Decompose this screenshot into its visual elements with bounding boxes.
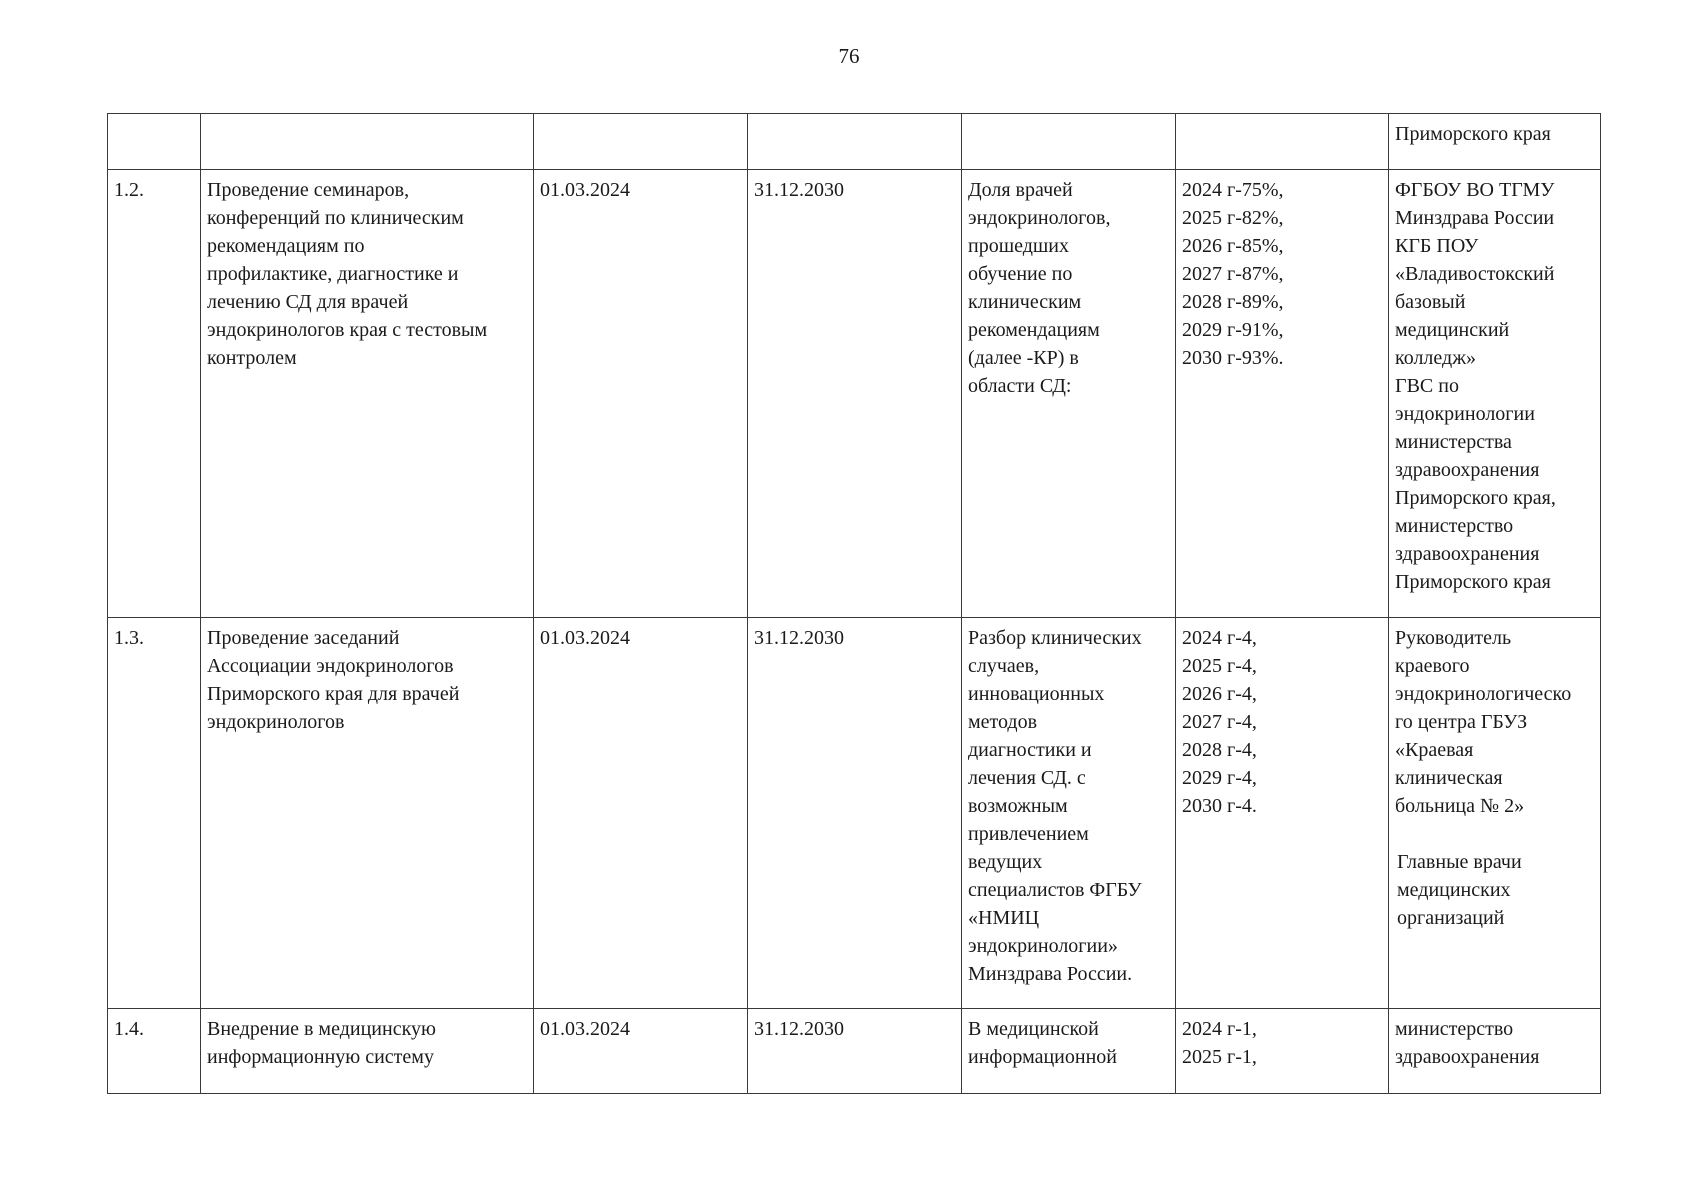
- cell-text-line: колледж»: [1395, 347, 1477, 369]
- cell-text: 1.4.: [114, 1018, 144, 1040]
- cell-text-line: Проведение заседаний: [207, 627, 400, 649]
- target-values-cell: [1176, 170, 1389, 618]
- cell-text-line: Минздрава России.: [968, 963, 1133, 985]
- cell-text-line: 2028 г-4,: [1182, 739, 1257, 761]
- cell-text-line: медицинских: [1397, 879, 1511, 901]
- cell-text: 31.12.2030: [754, 1018, 844, 1040]
- cell-text-line: министерство: [1395, 1018, 1514, 1040]
- cell-text-line: 2028 г-89%,: [1182, 291, 1284, 313]
- cell-text-line: «Владивостокский: [1395, 263, 1555, 285]
- end-date-cell: [748, 170, 962, 618]
- target-values-cell: [1176, 618, 1389, 1009]
- item-number-cell: [108, 1009, 201, 1094]
- cell-text-line: Приморского края для врачей: [207, 683, 460, 705]
- cell-text-line: 2027 г-87%,: [1182, 263, 1284, 285]
- cell-text-line: Приморского края,: [1395, 487, 1556, 509]
- cell-text: 1.2.: [114, 179, 144, 201]
- cell-text: 01.03.2024: [540, 179, 630, 201]
- cell-text-line: профилактике, диагностике и: [207, 263, 459, 285]
- cell-text-line: прошедших: [968, 235, 1069, 257]
- target-values-cell: [1176, 1009, 1389, 1094]
- cell-text-line: медицинский: [1395, 319, 1510, 341]
- cell-text-line: ведущих: [968, 851, 1043, 873]
- cell-text-line: «Краевая: [1395, 739, 1474, 761]
- cell-text-line: специалистов ФГБУ: [968, 879, 1142, 901]
- cell-text-line: 2025 г-4,: [1182, 655, 1257, 677]
- event-cell: [201, 618, 534, 1009]
- cell-text-line: Приморского края: [1395, 571, 1551, 593]
- indicator-cell: [962, 1009, 1176, 1094]
- item-number-cell: [108, 170, 201, 618]
- cell-text-line: информационную систему: [207, 1046, 434, 1068]
- cell-text-line: 2024 г-75%,: [1182, 179, 1284, 201]
- cell-text-line: министерства: [1395, 431, 1512, 453]
- cell-text-line: клиническим: [968, 291, 1082, 313]
- start-date-cell: [534, 618, 748, 1009]
- indicator-cell: [962, 618, 1176, 1009]
- cell-text-line: эндокринологии»: [968, 935, 1118, 957]
- cell-text-line: 2025 г-82%,: [1182, 207, 1284, 229]
- cell-text-line: базовый: [1395, 291, 1466, 313]
- cell-text-line: эндокринологическо: [1395, 683, 1572, 705]
- cell-text: 01.03.2024: [540, 627, 630, 649]
- cell-text-line: В медицинской: [968, 1018, 1099, 1040]
- cell-text-line: организаций: [1397, 907, 1505, 929]
- cell-text-line: обучение по: [968, 263, 1073, 285]
- cell-text-line: министерство: [1395, 515, 1514, 537]
- cell-text-line: 2026 г-4,: [1182, 683, 1257, 705]
- indicator-cell: [962, 114, 1176, 170]
- cell-text-line: рекомендациям по: [207, 235, 365, 257]
- paragraph-gap: [1395, 820, 1594, 848]
- cell-text-line: 2024 г-4,: [1182, 627, 1257, 649]
- cell-text-line: ГВС по: [1395, 375, 1459, 397]
- cell-text-line: КГБ ПОУ: [1395, 235, 1479, 257]
- start-date-cell: [534, 170, 748, 618]
- cell-text-line: Доля врачей: [968, 179, 1073, 201]
- plan-table: [107, 113, 1601, 1094]
- responsible-cell: [1389, 114, 1601, 170]
- cell-text-line: Главные врачи: [1397, 851, 1522, 873]
- cell-text: 31.12.2030: [754, 179, 844, 201]
- cell-text-line: Ассоциации эндокринологов: [207, 655, 454, 677]
- cell-text-line: 2025 г-1,: [1182, 1046, 1257, 1068]
- cell-text-line: привлечением: [968, 823, 1089, 845]
- cell-text-line: (далее -КР) в: [968, 347, 1079, 369]
- cell-text-line: конференций по клиническим: [207, 207, 464, 229]
- cell-text-line: здравоохранения: [1395, 543, 1540, 565]
- plan-table-body: [108, 114, 1601, 1094]
- cell-text-line: эндокринологов края с тестовым: [207, 319, 488, 341]
- cell-text-line: го центра ГБУЗ: [1395, 711, 1528, 733]
- end-date-cell: [748, 618, 962, 1009]
- cell-text-line: 2026 г-85%,: [1182, 235, 1284, 257]
- cell-text-line: Внедрение в медицинскую: [207, 1018, 436, 1040]
- cell-text-line: эндокринологов: [207, 711, 345, 733]
- cell-text-line: Руководитель: [1395, 627, 1512, 649]
- cell-text-line: диагностики и: [968, 739, 1092, 761]
- cell-text-line: 2030 г-93%.: [1182, 347, 1284, 369]
- cell-text-line: области СД:: [968, 375, 1072, 397]
- event-cell: [201, 1009, 534, 1094]
- target-values-cell: [1176, 114, 1389, 170]
- responsible-cell: [1389, 170, 1601, 618]
- cell-text: 1.3.: [114, 627, 144, 649]
- start-date-cell: [534, 114, 748, 170]
- cell-text-line: ФГБОУ ВО ТГМУ: [1395, 179, 1555, 201]
- cell-text-line: случаев,: [968, 655, 1040, 677]
- cell-text-line: 2029 г-91%,: [1182, 319, 1284, 341]
- responsible-cell: [1389, 618, 1601, 1009]
- item-number-cell: [108, 114, 201, 170]
- cell-text-line: здравоохранения: [1395, 459, 1540, 481]
- cell-text-line: лечения СД. с: [968, 767, 1086, 789]
- cell-text-line: больница № 2»: [1395, 795, 1525, 817]
- cell-text-line: Разбор клинических: [968, 627, 1142, 649]
- cell-text-line: лечению СД для врачей: [207, 291, 409, 313]
- cell-text-line: клиническая: [1395, 767, 1503, 789]
- cell-text-line: «НМИЦ: [968, 907, 1040, 929]
- cell-text: 01.03.2024: [540, 1018, 630, 1040]
- start-date-cell: [534, 1009, 748, 1094]
- cell-text-line: Проведение семинаров,: [207, 179, 410, 201]
- cell-text-line: эндокринологии: [1395, 403, 1535, 425]
- cell-text-line: инновационных: [968, 683, 1105, 705]
- cell-text-line: Приморского края: [1395, 123, 1551, 145]
- cell-text-line: возможным: [968, 795, 1068, 817]
- event-cell: [201, 114, 534, 170]
- cell-text-line: 2029 г-4,: [1182, 767, 1257, 789]
- table-row: [108, 1009, 1601, 1094]
- page-number: 76: [838, 44, 860, 68]
- cell-text-line: эндокринологов,: [968, 207, 1111, 229]
- cell-text: 31.12.2030: [754, 627, 844, 649]
- cell-text-line: методов: [968, 711, 1038, 733]
- cell-text-line: 2024 г-1,: [1182, 1018, 1257, 1040]
- cell-text-line: Минздрава России: [1395, 207, 1555, 229]
- cell-text-line: информационной: [968, 1046, 1117, 1068]
- cell-text-line: контролем: [207, 347, 297, 369]
- event-cell: [201, 170, 534, 618]
- cell-text-line: здравоохранения: [1395, 1046, 1540, 1068]
- end-date-cell: [748, 114, 962, 170]
- cell-text-line: рекомендациям: [968, 319, 1100, 341]
- cell-text-line: 2030 г-4.: [1182, 795, 1257, 817]
- indicator-cell: [962, 170, 1176, 618]
- responsible-cell: [1389, 1009, 1601, 1094]
- item-number-cell: [108, 618, 201, 1009]
- cell-text-line: краевого: [1395, 655, 1470, 677]
- table-row: [108, 170, 1601, 618]
- table-row: [108, 114, 1601, 170]
- end-date-cell: [748, 1009, 962, 1094]
- cell-text-line: 2027 г-4,: [1182, 711, 1257, 733]
- table-row: [108, 618, 1601, 1009]
